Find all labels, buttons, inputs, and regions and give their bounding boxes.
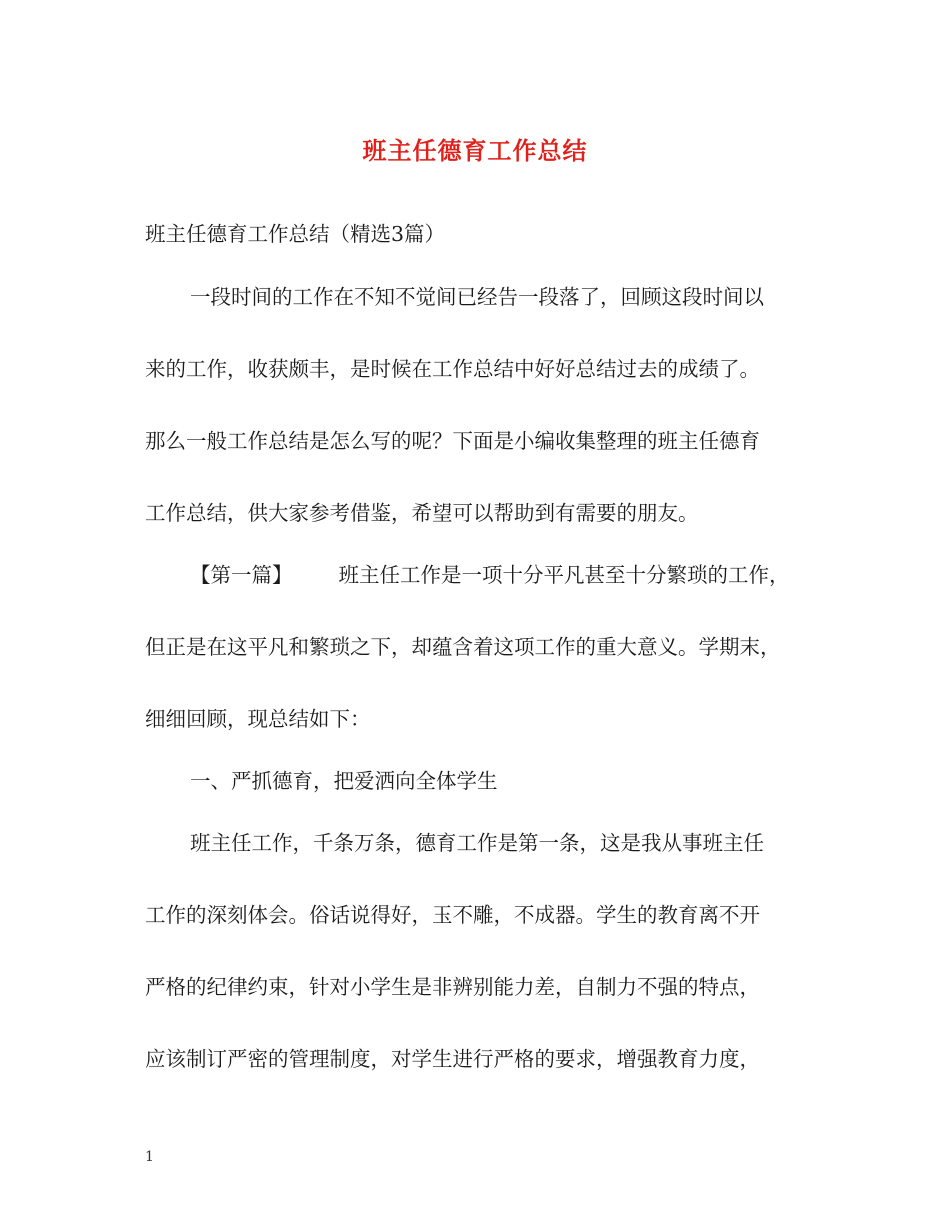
document-title: 班主任德育工作总结 (362, 136, 588, 165)
paragraph-text: 班主任工作是一项十分平凡甚至十分繁琐的工作， (338, 563, 790, 587)
paragraph-line: 工作总结，供大家参考借鉴，希望可以帮助到有需要的朋友。 (145, 501, 699, 525)
paragraph-line: 来的工作，收获颇丰，是时候在工作总结中好好总结过去的成绩了。 (145, 357, 760, 381)
paragraph-line: 班主任工作，千条万条，德育工作是第一条，这是我从事班主任 (190, 831, 764, 855)
paragraph-line: 一段时间的工作在不知不觉间已经告一段落了，回顾这段时间以 (190, 285, 764, 309)
paragraph-line: 但正是在这平凡和繁琐之下，却蕴含着这项工作的重大意义。学期末， (145, 635, 781, 659)
paragraph-line: 那么一般工作总结是怎么写的呢？下面是小编收集整理的班主任德育 (145, 429, 760, 453)
document-subtitle: 班主任德育工作总结（精选3篇） (145, 222, 446, 246)
section-marker: 【第一篇】 (190, 563, 293, 587)
paragraph-line: 严格的纪律约束，针对小学生是非辨别能力差，自制力不强的特点， (145, 975, 760, 999)
paragraph-line: 工作的深刻体会。俗话说得好，玉不雕，不成器。学生的教育离不开 (145, 903, 760, 927)
page-number: 1 (145, 1149, 154, 1165)
paragraph-line: 细细回顾，现总结如下： (145, 707, 371, 731)
section-heading: 一、严抓德育，把爱洒向全体学生 (190, 769, 498, 793)
paragraph-line: 应该制订严密的管理制度，对学生进行严格的要求，增强教育力度， (145, 1047, 760, 1071)
paragraph-line (190, 561, 790, 589)
